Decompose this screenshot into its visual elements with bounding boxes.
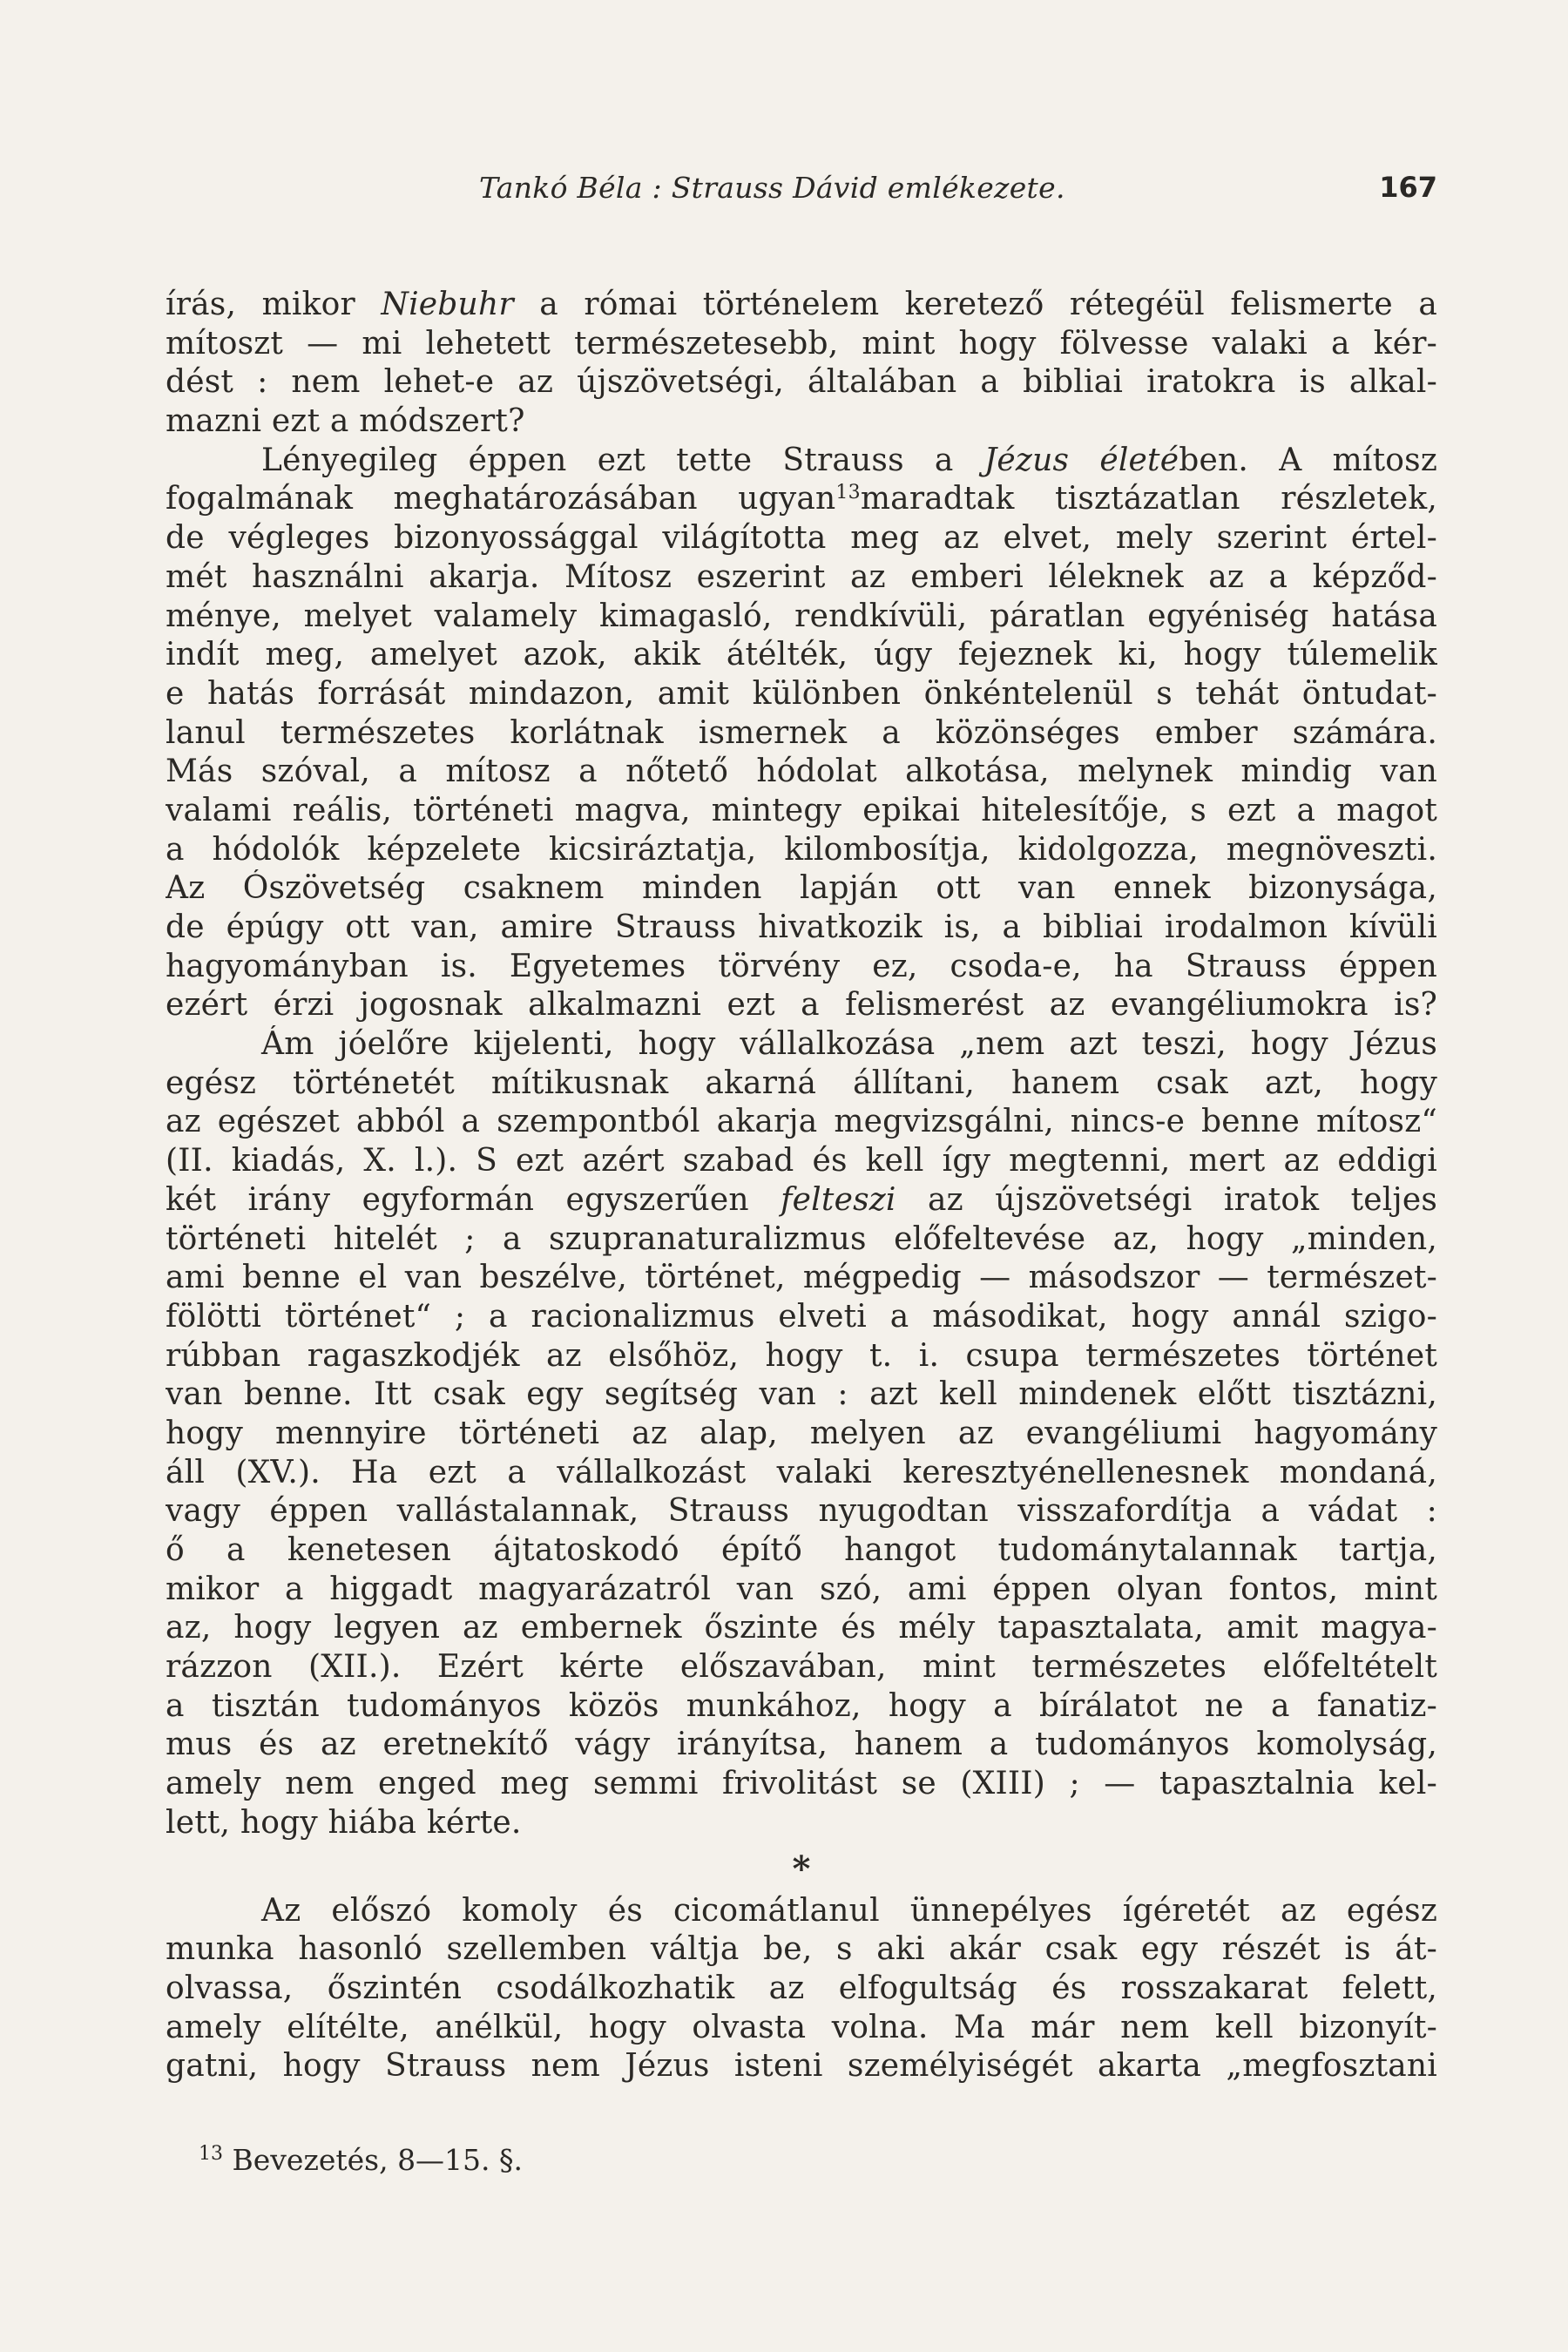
text-line: Más szóval, a mítosz a nőtető hódolat alkotása, melynek mindig van	[166, 754, 1437, 790]
section-separator: *	[792, 1848, 811, 1889]
text-line: mazni ezt a módszert?	[166, 403, 525, 440]
text-line: mikor a higgadt magyarázatról van szó, ami éppen olyan fontos, mint	[166, 1571, 1437, 1607]
text-line: valami reális, történeti magva, mintegy epikai hitelesítője, s ezt a magot	[166, 792, 1437, 828]
text-line: gatni, hogy Strauss nem Jézus isteni személyiségét akarta „megfosztani	[166, 2048, 1437, 2085]
running-title: Tankó Béla : Strauss Dávid emlékezete.	[479, 171, 1065, 205]
text-line: mítoszt — mi lehetett természetesebb, mint hogy fölvesse valaki a kér-	[166, 325, 1437, 362]
text-line: amely nem enged meg semmi frivolitást se (XIII) ; — tapasztalnia kel-	[166, 1766, 1437, 1802]
text-line: a hódolók képzelete kicsiráztatja, kilombosítja, kidolgozza, megnöveszti.	[166, 831, 1437, 868]
text-line: van benne. Itt csak egy segítség van : azt kell mindenek előtt tisztázni,	[166, 1376, 1437, 1413]
text-line: rázzon (XII.). Ezért kérte előszavában, mint természetes előfeltételt	[166, 1649, 1437, 1686]
body-text	[166, 286, 1437, 2086]
text-line: olvassa, őszintén csodálkozhatik az elfogultság és rosszakarat felett,	[166, 1970, 1437, 2006]
text-line: Az előszó komoly és cicomátlanul ünnepélyes ígéretét az egész	[261, 1892, 1437, 1929]
text-line: (II. kiadás, X. l.). S ezt azért szabad és kell így megtenni, mert az eddigi	[166, 1143, 1437, 1179]
text-line: az egészet abból a szempontból akarja megvizsgálni, nincs-e benne mítosz“	[166, 1104, 1437, 1140]
text-line: lett, hogy hiába kérte.	[166, 1804, 522, 1841]
text-line: egész történetét mítikusnak akarná állítani, hanem csak azt, hogy	[166, 1064, 1437, 1101]
text-line: ezért érzi jogosnak alkalmazni ezt a felismerést az evangéliumokra is?	[166, 987, 1437, 1024]
text-line: áll (XV.). Ha ezt a vállalkozást valaki keresztyénellenesnek mondaná,	[166, 1454, 1437, 1490]
footnote-reference: 13	[835, 482, 861, 504]
page-number: 167	[1379, 171, 1437, 204]
text-line: indít meg, amelyet azok, akik átélték, úgy fejeznek ki, hogy túlemelik	[166, 637, 1437, 673]
text-line: ami benne el van beszélve, történet, mégpedig — másodszor — természet-	[166, 1260, 1437, 1296]
text-line: e hatás forrását mindazon, amit különben önkéntelenül s tehát öntudat-	[166, 675, 1437, 712]
text-line: írás, mikor Niebuhr a római történelem keretező rétegéül felismerte a	[166, 287, 1437, 322]
text-line: lanul természetes korlátnak ismernek a közönséges ember számára.	[166, 714, 1437, 751]
text-line: Az Ószövetség csaknem minden lapján ott van ennek bizonysága,	[166, 870, 1437, 907]
text-line: de végleges bizonyossággal világította meg az elvet, mely szerint értel-	[166, 520, 1437, 557]
text-line: mét használni akarja. Mítosz eszerint az emberi léleknek az a képződ-	[166, 558, 1437, 595]
text-line: a tisztán tudományos közös munkához, hogy a bírálatot ne a fanatiz-	[166, 1687, 1437, 1724]
text-line: rúbban ragaszkodjék az elsőhöz, hogy t. i. csupa természetes történet	[166, 1337, 1437, 1374]
text-line: fölötti történet“ ; a racionalizmus elveti a másodikat, hogy annál szigo-	[166, 1298, 1437, 1335]
text-line: ő a kenetesen ájtatoskodó építő hangot tudománytalannak tartja,	[166, 1532, 1437, 1568]
text-line: hogy mennyire történeti az alap, melyen az evangéliumi hagyomány	[166, 1415, 1437, 1451]
text-line: amely elítélte, anélkül, hogy olvasta volna. Ma már nem kell bizonyít-	[166, 2009, 1437, 2045]
running-header	[166, 171, 1437, 214]
text-line: Lényegileg éppen ezt tette Strauss a Jézus életében. A mítosz	[261, 442, 1437, 478]
text-line: munka hasonló szellemben váltja be, s aki akár csak egy részét is át-	[166, 1931, 1437, 1968]
text-line: de épúgy ott van, amire Strauss hivatkozik is, a bibliai irodalmon kívüli	[166, 909, 1437, 945]
footnote	[199, 2143, 523, 2177]
text-line: történeti hitelét ; a szupranaturalizmus előfeltevése az, hogy „minden,	[166, 1220, 1437, 1257]
text-line: fogalmának meghatározásában ugyan$^{13}$maradtak tisztázatlan részletek,	[166, 481, 1437, 517]
text-line: vagy éppen vallástalannak, Strauss nyugodtan visszafordítja a vádat :	[166, 1493, 1437, 1530]
footnote-text: Bevezetés, 8—15. §.	[223, 2143, 524, 2177]
text-line: hagyományban is. Egyetemes törvény ez, csoda-e, ha Strauss éppen	[166, 948, 1437, 984]
text-line: az, hogy legyen az embernek őszinte és mély tapasztalata, amit magya-	[166, 1610, 1437, 1646]
text-line: dést : nem lehet-e az újszövetségi, általában a bibliai iratokra is alkal-	[166, 364, 1437, 401]
text-line: ménye, melyet valamely kimagasló, rendkívüli, páratlan egyéniség hatása	[166, 598, 1437, 634]
text-line: Ám jóelőre kijelenti, hogy vállalkozása „nem azt teszi, hogy Jézus	[261, 1026, 1437, 1063]
text-line: mus és az eretnekítő vágy irányítsa, hanem a tudományos komolyság,	[166, 1727, 1437, 1763]
footnote-marker: 13	[199, 2143, 223, 2165]
text-line: két irány egyformán egyszerűen felteszi az újszövetségi iratok teljes	[166, 1181, 1437, 1218]
